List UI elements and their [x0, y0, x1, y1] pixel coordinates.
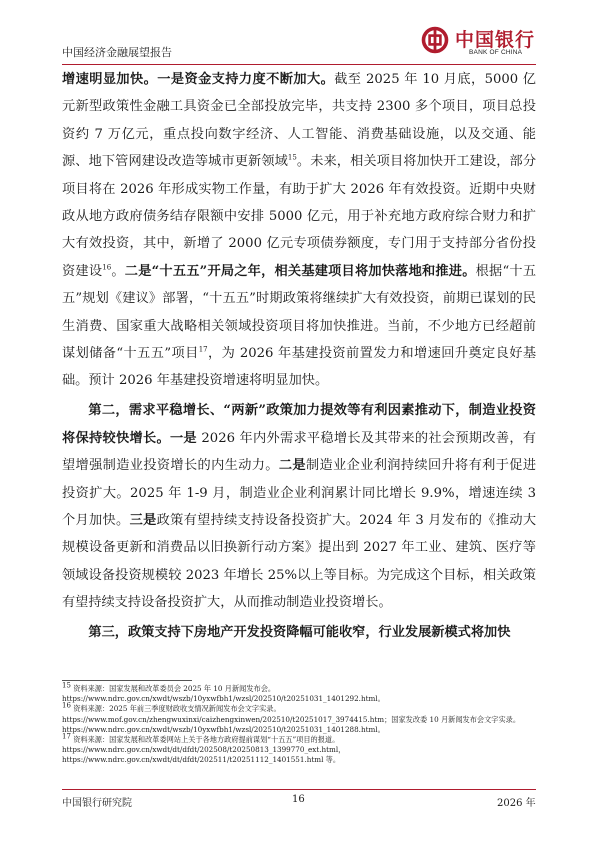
- footer-divider: [62, 789, 536, 790]
- logo-chinese-text: 中国银行: [455, 29, 536, 51]
- footnote-divider: [62, 680, 192, 681]
- bold-heading-third: 第三，政策支持下房地产开发投资降幅可能收窄，行业发展新模式将加快: [88, 625, 511, 641]
- footnote-ref-17[interactable]: 17: [198, 345, 208, 354]
- footnote-link[interactable]: https://www.ndrc.gov.cn/xwdt/wszb/10yxwfbh1/wzsl/202510/t20251031_1401292.html。: [62, 694, 385, 704]
- footer-institute: 中国银行研究院: [62, 798, 132, 809]
- text-run: 。未来，相关项目将加快开工建设，部分项目将在 2026 年形成实物工作量，有助于扩大 2026 年有效投资。近期中央财政从地方政府债务结存限额中安排 5000 亿元，用于补充地方政府综合财力和扩大有效投资，其中，新增了 2000 亿元专项债券额度，专门用于支持部分省份投资建设: [62, 154, 537, 279]
- footnote-ref-15[interactable]: 15: [287, 153, 297, 162]
- paragraph-manufacturing: [62, 397, 536, 616]
- text-run: 。: [111, 263, 125, 279]
- logo-english-text: BANK OF CHINA: [469, 49, 523, 56]
- text-run: ，为 2026 年基建投资前置发力和增速回升奠定良好基础。预计 2026 年基建投资增速将明显加快。: [62, 346, 537, 389]
- footnote-link[interactable]: https://www.mof.gov.cn/zhengwuxinxi/caizhengxinwen/202510/t20251017_3974415.htm；国家发改委 10 月新闻发布会文字实录。: [62, 714, 521, 724]
- footnote-link[interactable]: https://www.ndrc.gov.cn/xwdt/wszb/10yxwfbh1/wzsl/202510/t20251031_1401288.html。: [62, 724, 385, 734]
- main-text: [62, 66, 536, 647]
- footnote-link[interactable]: https://www.ndrc.gov.cn/xwdt/dt/dfdt/202508/t20250813_1399770_ext.html，: [62, 745, 346, 755]
- header-divider: [62, 64, 536, 65]
- text-run: 制造业企业利润持续回升将有利于促进投资扩大。2025 年 1-9 月，制造业企业利润累计同比增长 9.9%，增速连续 3 个月加快。: [62, 458, 537, 528]
- bold-marker-one: 一是: [169, 430, 197, 446]
- text-run: 截至 2025 年 10 月底，5000 亿元新型政策性金融工具资金已全部投放完毕，共支持 2300 多个项目，项目总投资约 7 万亿元，重点投向数字经济、人工智能、消费基础设施，以及交通、能源、地下管网建设改造等城市更新领域: [62, 72, 536, 170]
- footnote-line: $^{16}$ 资料来源：2025 年前三季度财政收支情况新闻发布会文字实录。: [62, 702, 281, 714]
- footnote-link[interactable]: https://www.ndrc.gov.cn/xwdt/dt/dfdt/202511/t20251112_1401551.html 等。: [62, 755, 341, 765]
- report-title: 中国经济金融展望报告: [62, 46, 172, 59]
- page-number: 16: [292, 794, 305, 805]
- footnote-mark: 15: [62, 681, 71, 690]
- text-run: 政策有望持续支持设备投资扩大。2024 年 3 月发布的《推动大规模设备更新和消费品以旧换新行动方案》提出到 2027 年工业、建筑、医疗等领域设备投资规模较 2023 年增长 25%以上等目标。为完成这个目标，相关政策有望持续支持设备投资扩大，从而推动制造业投资增长。: [62, 513, 537, 611]
- text-run: 2026 年内外需求平稳增长及其带来的社会预期改善，有望增强制造业投资增长的内生动力。: [62, 430, 536, 474]
- footnote-mark: 17: [62, 732, 71, 741]
- footnote-line: $^{17}$ 资料来源：国家发展和改革委网站上关于各地方政府提前谋划“十五五”项目的报道。: [62, 732, 340, 745]
- paragraph-real-estate: [62, 619, 536, 646]
- paragraph-infrastructure: [62, 66, 536, 395]
- footnotes: [62, 681, 536, 766]
- bold-point-two: 二是“十五五”开局之年，相关基建项目将加快落地和推进。: [124, 263, 476, 279]
- bold-lead: 增速明显加快。一是资金支持力度不断加大。: [62, 72, 335, 87]
- footnote-mark: 16: [62, 702, 71, 711]
- footnote-line: $^{15}$ 资料来源：国家发展和改革委员会 2025 年 10 月新闻发布会。: [62, 681, 276, 693]
- bank-logo: [421, 24, 551, 60]
- text-run: 根据“十五五”规划《建议》部署，“十五五”时期政策将继续扩大有效投资，前期已谋划的民生消费、国家重大战略相关领域投资项目将加快推进。当前，不少地方已经超前谋划储备“十五五”项目: [62, 263, 537, 362]
- footnote-ref-16[interactable]: 16: [102, 263, 112, 272]
- bold-heading-second: 第二，需求平稳增长、“两新”政策加力提效等有利因素推动下，制造业投资将保持较快增长。: [62, 403, 536, 446]
- footer-year: 2026 年: [497, 798, 536, 809]
- bold-marker-three: 三是: [129, 513, 157, 528]
- bold-marker-two: 二是: [278, 458, 306, 474]
- bank-of-china-emblem-icon: [421, 26, 449, 54]
